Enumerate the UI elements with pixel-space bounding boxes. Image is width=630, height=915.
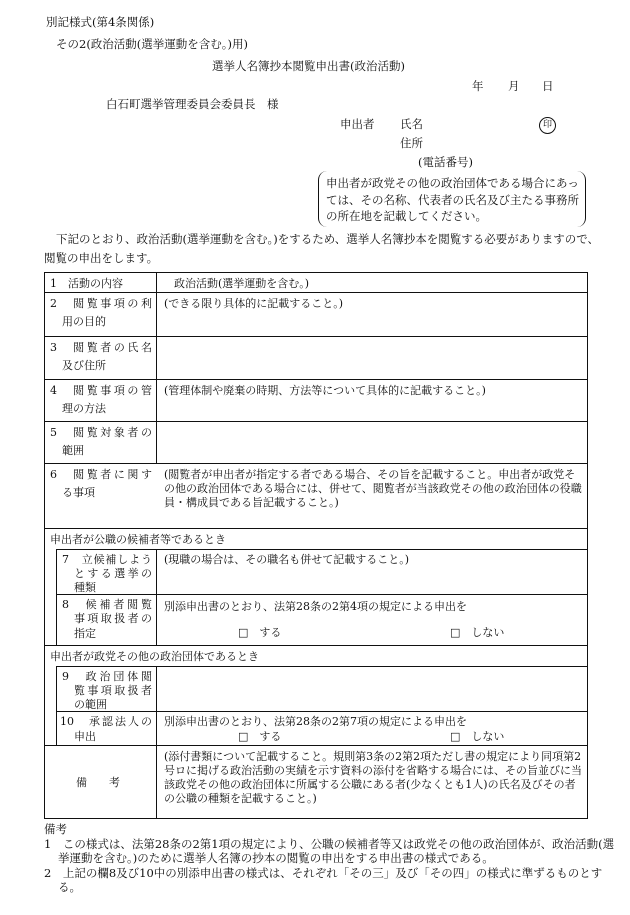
address-label: 住所 bbox=[400, 136, 423, 150]
row7-note: (現職の場合は、その職名も併せて記載すること。) bbox=[164, 553, 410, 566]
row5-label-line1: 5 閲覧対象者の bbox=[50, 426, 152, 439]
row8-label-line2: 事項取扱者の bbox=[74, 612, 152, 625]
row5-label-line2: 範囲 bbox=[62, 444, 84, 457]
notes-heading: 備考 bbox=[44, 822, 67, 836]
phone-label: (電話番号) bbox=[418, 155, 473, 169]
org-note: 申出者が政党その他の政治団体である場合にあっては、その名称、代表者の氏名及び主たる事務所の所在地を記載してください。 bbox=[326, 176, 579, 223]
row1-label: 1 活動の内容 bbox=[50, 277, 123, 290]
row4-label-line1: 4 閲覧事項の管 bbox=[50, 384, 152, 397]
form-reference: 別記様式(第4条関係) bbox=[46, 15, 155, 29]
note-1: 1 この様式は、法第28条の2第1項の規定により、公職の候補者等又は政党その他の政治団体が、政治活動(選挙運動を含む。)のために選挙人名簿の抄本の閲覧の申出をする申出書の様式である。 bbox=[44, 837, 615, 865]
row8-option-no[interactable]: □ しない bbox=[450, 626, 505, 639]
row8-option-yes[interactable]: □ する bbox=[238, 626, 282, 639]
name-label: 氏名 bbox=[400, 117, 423, 131]
row7-label-line3: 種類 bbox=[74, 581, 96, 594]
remarks-note: (添付書類について記載すること。規則第3条の2第2項ただし書の規定により同項第2号ロに掲げる政治活動の実績を示す資料の添付を省略する場合には、その旨並びに当該政党その他の政治団体に所属する公職にある者(少なくとも1人)の氏名及びその者の公職の種類を記載すること。) bbox=[164, 750, 582, 805]
date-year-label: 年 bbox=[472, 79, 484, 93]
row3-label-line1: 3 閲覧者の氏名 bbox=[50, 341, 152, 354]
row9-label-line3: の範囲 bbox=[74, 698, 107, 711]
row4-note: (管理体制や廃棄の時期、方法等について具体的に記載すること。) bbox=[164, 384, 486, 397]
row3-label-line2: 及び住所 bbox=[62, 359, 106, 372]
row7-label-line2: とする選挙の bbox=[74, 567, 152, 580]
date-month-label: 月 bbox=[508, 79, 520, 93]
row4-label-line2: 理の方法 bbox=[62, 402, 106, 415]
remarks-label: 備 考 bbox=[76, 776, 120, 789]
row10-option-yes[interactable]: □ する bbox=[238, 730, 282, 743]
section-party-heading: 申出者が政党その他の政治団体であるとき bbox=[50, 650, 259, 663]
intro-paragraph: 下記のとおり、政治活動(選挙運動を含む。)をするため、選挙人名簿抄本を閲覧する必要がありますので、閲覧の申出をします。 bbox=[44, 232, 600, 265]
row8-label-line3: 指定 bbox=[74, 627, 96, 640]
page-title: 選挙人名簿抄本閲覧申出書(政治活動) bbox=[212, 59, 405, 73]
seal-mark: 印 bbox=[539, 117, 556, 134]
addressee: 白石町選挙管理委員会委員長 様 bbox=[106, 97, 279, 111]
note-2: 2 上記の欄8及び10中の別添申出書の様式は、それぞれ「その三」及び「その四」の様式に準ずるものとする。 bbox=[44, 866, 603, 894]
row10-text: 別添申出書のとおり、法第28条の2第7項の規定による申出を bbox=[164, 715, 467, 728]
row10-option-no[interactable]: □ しない bbox=[450, 730, 505, 743]
row6-note: (閲覧者が申出者が指定する者である場合、その旨を記載すること。申出者が政党その他の政治団体である場合には、併せて、閲覧者が当該政党その他の政治団体の役職員・構成員である旨記載すること。) bbox=[164, 468, 582, 509]
row6-label-line2: る事項 bbox=[62, 486, 95, 499]
form-sub-reference: その2(政治活動(選挙運動を含む。)用) bbox=[56, 37, 249, 51]
row9-label-line1: 9 政治団体閲 bbox=[62, 670, 152, 683]
row10-label-line1: 10 承認法人の bbox=[60, 715, 152, 728]
section-candidate-heading: 申出者が公職の候補者等であるとき bbox=[50, 533, 226, 546]
row2-label-line2: 用の目的 bbox=[62, 315, 106, 328]
row1-value: 政治活動(選挙運動を含む。) bbox=[174, 277, 310, 290]
row6-label-line1: 6 閲覧者に関す bbox=[50, 468, 152, 481]
row2-note: (できる限り具体的に記載すること。) bbox=[164, 297, 344, 310]
row10-label-line2: 申出 bbox=[74, 730, 96, 743]
date-day-label: 日 bbox=[542, 79, 554, 93]
applicant-label: 申出者 bbox=[340, 117, 375, 131]
row8-label-line1: 8 候補者閲覧 bbox=[62, 598, 152, 611]
row7-label-line1: 7 立候補しよう bbox=[62, 553, 152, 566]
row8-text: 別添申出書のとおり、法第28条の2第4項の規定による申出を bbox=[164, 600, 467, 613]
row2-label-line1: 2 閲覧事項の利 bbox=[50, 297, 152, 310]
row9-label-line2: 覧事項取扱者 bbox=[74, 684, 152, 697]
